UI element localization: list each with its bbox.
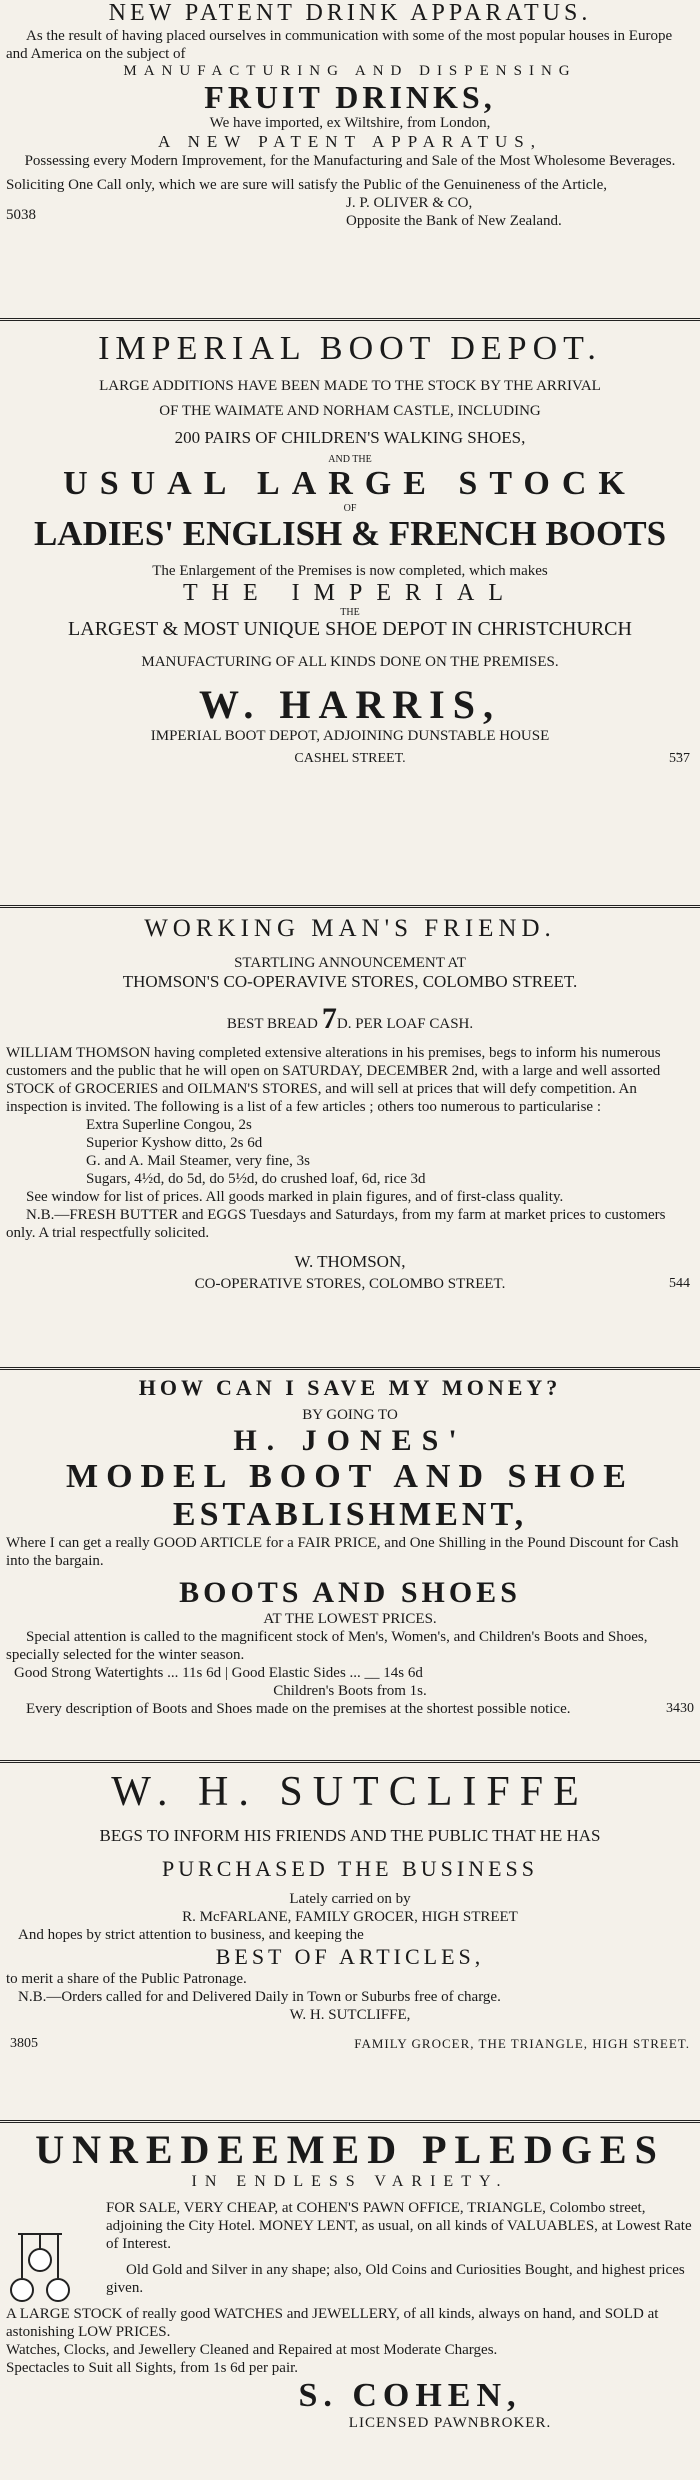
working-bread-num: 7 (321, 1002, 337, 1035)
pledges-gold: Old Gold and Silver in any shape; also, Old Coins and Curiosities Bought, and highest prices given. (106, 2262, 685, 2296)
sutcliffe-best: BEST OF ARTICLES, (215, 1944, 485, 1969)
drink-intro: As the result of having placed ourselves in communication with some of the most popular houses in Europe and America on the subject of (6, 28, 673, 62)
list-item: Extra Superline Congou, 2s (86, 1117, 252, 1133)
drink-possessing: Possessing every Modern Improvement, for the Manufacturing and Sale of the Most Wholesome Beverages. (24, 153, 676, 169)
drink-fruit: FRUIT DRINKS, (204, 79, 496, 115)
pledges-stock: A LARGE STOCK of really good WATCHES and JEWELLERY, of all kinds, always on hand, and SOLD at astonishing LOW PRICES. (6, 2306, 659, 2340)
save-lowest: AT THE LOWEST PRICES. (263, 1611, 437, 1627)
sutcliffe-hopes: And hopes by strict attention to business, and keeping the (18, 1927, 364, 1943)
drink-title: NEW PATENT DRINK APPARATUS. (108, 0, 592, 26)
working-sigaddr: CO-OPERATIVE STORES, COLOMBO STREET. (194, 1276, 506, 1292)
divider (0, 2120, 700, 2123)
boot-ad (6, 330, 694, 771)
sutcliffe-sig: W. H. SUTCLIFFE, (289, 2007, 411, 2023)
boot-name: W. HARRIS, (199, 682, 501, 727)
working-sig: W. THOMSON, (294, 1252, 406, 1271)
divider (0, 318, 700, 321)
boot-ladies: LADIES' ENGLISH & FRENCH BOOTS (33, 514, 667, 553)
pledges-name: S. COHEN, (298, 2377, 522, 2414)
save-where: Where I can get a really GOOD ARTICLE for a FAIR PRICE, and One Shilling in the Pound Discount for Cash into the bargain. (6, 1535, 679, 1569)
sutcliffe-merit: to merit a share of the Public Patronage. (6, 1971, 247, 1987)
working-bread-post: D. PER LOAF CASH. (336, 1016, 474, 1032)
sutcliffe-purchased: PURCHASED THE BUSINESS (161, 1856, 539, 1881)
boot-andthe: AND THE (328, 454, 372, 465)
drink-imported: We have imported, ex Wiltshire, from London, (209, 115, 491, 131)
boot-line2: OF THE WAIMATE AND NORHAM CASTLE, INCLUDING (159, 403, 541, 419)
list-item: Sugars, 4½d, do 5d, do 5½d, do crushed loaf, 6d, rice 3d (86, 1171, 426, 1187)
list-item: Superior Kyshow ditto, 2s 6d (86, 1135, 263, 1151)
save-model: MODEL BOOT AND SHOE (66, 1458, 634, 1495)
working-nb: N.B.—FRESH BUTTER and EGGS Tuesdays and Saturdays, from my farm at market prices to customers only. A trial respectfully solicited. (6, 1207, 666, 1241)
working-startling: STARTLING ANNOUNCEMENT AT (234, 955, 466, 971)
pledges-watches: Watches, Clocks, and Jewellery Cleaned and Repaired at most Moderate Charges. (6, 2342, 498, 2358)
working-items (86, 1116, 694, 1188)
drink-number: 5038 (6, 207, 36, 223)
sutcliffe-lately: Lately carried on by (289, 1891, 411, 1907)
sutcliffe-addr: FAMILY GROCER, THE TRIANGLE, HIGH STREET. (354, 2036, 690, 2051)
drink-soliciting: Soliciting One Call only, which we are sure will satisfy the Public of the Genuineness of the Article, (6, 177, 607, 193)
pledges-ad (6, 2126, 694, 2432)
save-est: ESTABLISHMENT, (172, 1496, 528, 1533)
sutcliffe-number: 3805 (10, 2036, 38, 2051)
drink-address: Opposite the Bank of New Zealand. (346, 213, 562, 229)
drink-manufacturing: MANUFACTURING AND DISPENSING (123, 63, 577, 79)
boot-addr1: IMPERIAL BOOT DEPOT, ADJOINING DUNSTABLE HOUSE (150, 728, 550, 744)
working-number: 544 (669, 1276, 690, 1291)
working-bread-pre: BEST BREAD (226, 1016, 318, 1032)
list-item: G. and A. Mail Steamer, very fine, 3s (86, 1153, 310, 1169)
boot-the: THE (340, 607, 360, 618)
boot-manufacturing: MANUFACTURING OF ALL KINDS DONE ON THE PREMISES. (141, 654, 559, 670)
working-title: WORKING MAN'S FRIEND. (144, 915, 556, 942)
save-every: Every description of Boots and Shoes made on the premises at the shortest possible notice. (26, 1701, 571, 1717)
pledges-variety: IN ENDLESS VARIETY. (191, 2173, 509, 2190)
divider (0, 1367, 700, 1370)
divider (0, 1760, 700, 1763)
save-children: Children's Boots from 1s. (273, 1683, 427, 1699)
drink-ad (6, 0, 694, 230)
working-stores: THOMSON'S CO-OPERAVIVE STORES, COLOMBO STREET. (122, 972, 578, 991)
save-title: HOW CAN I SAVE MY MONEY? (138, 1375, 562, 1400)
pledges-forsale: FOR SALE, VERY CHEAP, at COHEN'S PAWN OFFICE, TRIANGLE, Colombo street, adjoining the City Hotel. MONEY LENT, as usual, on all kinds of VALUABLES, at Lowest Rate of Interest. (106, 2200, 692, 2252)
boot-line1: LARGE ADDITIONS HAVE BEEN MADE TO THE STOCK BY THE ARRIVAL (99, 378, 601, 394)
boot-largest: LARGEST & MOST UNIQUE SHOE DEPOT IN CHRISTCHURCH (68, 618, 632, 640)
boot-addr2: CASHEL STREET. (294, 751, 406, 766)
sutcliffe-mcfarlane: R. McFARLANE, FAMILY GROCER, HIGH STREET (182, 1909, 518, 1925)
pawnbroker-balls-icon (8, 2228, 72, 2308)
pledges-title: UNREDEEMED PLEDGES (35, 2127, 665, 2172)
boot-number: 5̃37 (669, 751, 690, 766)
pledges-licensed: LICENSED PAWNBROKER. (348, 2415, 552, 2431)
sutcliffe-begs: BEGS TO INFORM HIS FRIENDS AND THE PUBLIC THAT HE HAS (99, 1826, 601, 1845)
boot-of: OF (343, 503, 357, 514)
save-going: BY GOING TO (302, 1407, 398, 1423)
save-name: H. JONES' (233, 1424, 467, 1457)
save-number: 3430 (666, 1701, 694, 1716)
working-ad (6, 915, 694, 1298)
boot-usual: USUAL LARGE STOCK (63, 465, 637, 502)
boot-imperial: THE IMPERIAL (183, 580, 517, 606)
working-see: See window for list of prices. All goods marked in plain figures, and of first-class quality. (26, 1189, 564, 1205)
working-body: WILLIAM THOMSON having completed extensive alterations in his premises, begs to inform his numerous customers and the public that he will open on SATURDAY, DECEMBER 2nd, with a large and well assorted STOCK of GROCERIES and OILMAN'S STORES, and will sell at prices that will defy competition. An inspection is invited. The following is a list of a few articles ; others too numerous to particularise : (6, 1045, 661, 1115)
boot-title: IMPERIAL BOOT DEPOT. (98, 330, 602, 367)
sutcliffe-ad (6, 1768, 694, 2054)
boot-enlargement: The Enlargement of the Premises is now completed, which makes (152, 563, 548, 579)
save-boots: BOOTS AND SHOES (179, 1576, 521, 1609)
save-ad (6, 1375, 694, 1717)
divider (0, 905, 700, 908)
pledges-spectacles: Spectacles to Suit all Sights, from 1s 6d per pair. (6, 2360, 299, 2376)
drink-firm: J. P. OLIVER & CO, (346, 195, 473, 211)
sutcliffe-nb: N.B.—Orders called for and Delivered Daily in Town or Suburbs free of charge. (18, 1989, 501, 2005)
drink-apparatus: A NEW PATENT APPARATUS, (158, 132, 542, 151)
boot-line3: 200 PAIRS OF CHILDREN'S WALKING SHOES, (174, 428, 526, 447)
save-strong: Good Strong Watertights ... 11s 6d | Good Elastic Sides ... __ 14s 6d (14, 1665, 423, 1681)
sutcliffe-title: W. H. SUTCLIFFE (111, 1769, 589, 1815)
save-special: Special attention is called to the magnificent stock of Men's, Women's, and Children's Boots and Shoes, specially selected for the winter season. (6, 1629, 648, 1663)
